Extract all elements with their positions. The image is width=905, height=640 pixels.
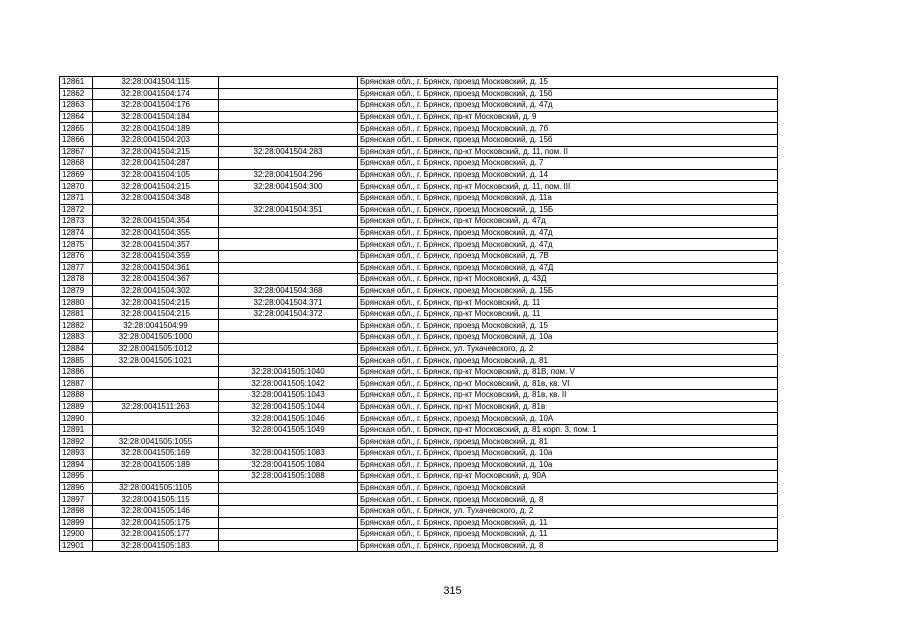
building-cadastral-cell [219,540,358,552]
row-number-cell: 12876 [60,250,93,262]
address-cell: Брянская обл., г. Брянск, пр-кт Московский, д. 43Д [358,274,778,286]
land-cadastral-cell: 32:28:0041505:115 [93,494,219,506]
row-number-cell: 12882 [60,320,93,332]
land-cadastral-cell: 32:28:0041504:203 [93,134,219,146]
row-number-cell: 12868 [60,158,93,170]
table-row [60,471,778,483]
table-row [60,239,778,251]
address-cell: Брянская обл., г. Брянск, проезд Московский, д. 8 [358,494,778,506]
land-cadastral-cell [93,366,219,378]
table-row [60,494,778,506]
table-row [60,88,778,100]
building-cadastral-cell: 32:28:0041504:371 [219,297,358,309]
table-row [60,459,778,471]
address-cell: Брянская обл., г. Брянск, проезд Московский, д. 7 [358,158,778,170]
land-cadastral-cell [93,424,219,436]
address-cell: Брянская обл., г. Брянск, пр-кт Московский, д. 11 [358,297,778,309]
row-number-cell: 12894 [60,459,93,471]
address-cell: Брянская обл., г. Брянск, проезд Московский, д. 7б [358,123,778,135]
table-row [60,378,778,390]
building-cadastral-cell: 32:28:0041505:1083 [219,448,358,460]
table-row [60,192,778,204]
building-cadastral-cell: 32:28:0041504:283 [219,146,358,158]
row-number-cell: 12881 [60,308,93,320]
land-cadastral-cell: 32:28:0041504:174 [93,88,219,100]
land-cadastral-cell: 32:28:0041504:361 [93,262,219,274]
building-cadastral-cell [219,227,358,239]
table-row [60,297,778,309]
land-cadastral-cell: 32:28:0041505:1021 [93,355,219,367]
row-number-cell: 12897 [60,494,93,506]
cadastral-table [59,76,778,552]
row-number-cell: 12861 [60,77,93,89]
row-number-cell: 12875 [60,239,93,251]
building-cadastral-cell: 32:28:0041504:368 [219,285,358,297]
address-cell: Брянская обл., г. Брянск, пр-кт Московский, д. 11, пом. III [358,181,778,193]
land-cadastral-cell: 32:28:0041504:115 [93,77,219,89]
building-cadastral-cell [219,320,358,332]
row-number-cell: 12885 [60,355,93,367]
address-cell: Брянская обл., г. Брянск, проезд Московский, д. 11а [358,192,778,204]
address-cell: Брянская обл., г. Брянск, проезд Московский, д. 15 [358,77,778,89]
building-cadastral-cell [219,482,358,494]
table-row [60,401,778,413]
building-cadastral-cell [219,239,358,251]
table-body [60,77,778,552]
row-number-cell: 12864 [60,111,93,123]
land-cadastral-cell [93,378,219,390]
address-cell: Брянская обл., г. Брянск, пр-кт Московский, д. 81в, кв. VI [358,378,778,390]
land-cadastral-cell [93,390,219,402]
building-cadastral-cell: 32:28:0041505:1044 [219,401,358,413]
row-number-cell: 12865 [60,123,93,135]
row-number-cell: 12898 [60,505,93,517]
land-cadastral-cell: 32:28:0041504:367 [93,274,219,286]
table-row [60,448,778,460]
row-number-cell: 12872 [60,204,93,216]
building-cadastral-cell [219,111,358,123]
table-row [60,169,778,181]
row-number-cell: 12862 [60,88,93,100]
building-cadastral-cell: 32:28:0041504:296 [219,169,358,181]
row-number-cell: 12892 [60,436,93,448]
row-number-cell: 12880 [60,297,93,309]
row-number-cell: 12891 [60,424,93,436]
land-cadastral-cell [93,413,219,425]
land-cadastral-cell: 32:28:0041505:175 [93,517,219,529]
address-cell: Брянская обл., г. Брянск, пр-кт Московский, д. 81в [358,401,778,413]
row-number-cell: 12874 [60,227,93,239]
land-cadastral-cell: 32:28:0041504:215 [93,146,219,158]
building-cadastral-cell [219,88,358,100]
table-row [60,181,778,193]
row-number-cell: 12879 [60,285,93,297]
address-cell: Брянская обл., г. Брянск, проезд Московский, д. 15Б [358,285,778,297]
row-number-cell: 12899 [60,517,93,529]
land-cadastral-cell: 32:28:0041505:1105 [93,482,219,494]
address-cell: Брянская обл., г. Брянск, проезд Московский, д. 47д [358,227,778,239]
row-number-cell: 12887 [60,378,93,390]
row-number-cell: 12889 [60,401,93,413]
land-cadastral-cell: 32:28:0041504:354 [93,216,219,228]
land-cadastral-cell [93,204,219,216]
land-cadastral-cell: 32:28:0041504:355 [93,227,219,239]
land-cadastral-cell: 32:28:0041505:1012 [93,343,219,355]
land-cadastral-cell: 32:28:0041504:105 [93,169,219,181]
address-cell: Брянская обл., г. Брянск, проезд Московский, д. 10а [358,448,778,460]
address-cell: Брянская обл., г. Брянск, проезд Московский, д. 47Д [358,262,778,274]
land-cadastral-cell: 32:28:0041504:176 [93,100,219,112]
building-cadastral-cell [219,355,358,367]
table-row [60,250,778,262]
table-row [60,262,778,274]
table-row [60,227,778,239]
table-row [60,529,778,541]
building-cadastral-cell [219,216,358,228]
building-cadastral-cell: 32:28:0041505:1046 [219,413,358,425]
address-cell: Брянская обл., г. Брянск, проезд Московский, д. 10а [358,459,778,471]
row-number-cell: 12863 [60,100,93,112]
row-number-cell: 12869 [60,169,93,181]
address-cell: Брянская обл., г. Брянск, проезд Московский, д. 81 [358,355,778,367]
table-row [60,366,778,378]
address-cell: Брянская обл., г. Брянск, пр-кт Московский, д. 81В, пом. V [358,366,778,378]
table-row [60,436,778,448]
table-row [60,343,778,355]
land-cadastral-cell: 32:28:0041504:302 [93,285,219,297]
table-row [60,505,778,517]
land-cadastral-cell: 32:28:0041505:183 [93,540,219,552]
land-cadastral-cell [93,471,219,483]
table-row [60,216,778,228]
table-row [60,100,778,112]
building-cadastral-cell [219,134,358,146]
table-row [60,413,778,425]
building-cadastral-cell [219,77,358,89]
land-cadastral-cell: 32:28:0041504:184 [93,111,219,123]
building-cadastral-cell: 32:28:0041504:300 [219,181,358,193]
building-cadastral-cell [219,262,358,274]
row-number-cell: 12866 [60,134,93,146]
building-cadastral-cell: 32:28:0041505:1040 [219,366,358,378]
table-row [60,540,778,552]
building-cadastral-cell: 32:28:0041504:372 [219,308,358,320]
building-cadastral-cell: 32:28:0041505:1049 [219,424,358,436]
building-cadastral-cell [219,343,358,355]
address-cell: Брянская обл., г. Брянск, пр-кт Московский, д. 81 корп. 3, пом. 1 [358,424,778,436]
row-number-cell: 12901 [60,540,93,552]
land-cadastral-cell: 32:28:0041511:263 [93,401,219,413]
building-cadastral-cell: 32:28:0041505:1084 [219,459,358,471]
address-cell: Брянская обл., г. Брянск, пр-кт Московский, д. 11, пом. II [358,146,778,158]
land-cadastral-cell: 32:28:0041505:146 [93,505,219,517]
land-cadastral-cell: 32:28:0041505:1055 [93,436,219,448]
address-cell: Брянская обл., г. Брянск, проезд Московский [358,482,778,494]
land-cadastral-cell: 32:28:0041504:215 [93,181,219,193]
building-cadastral-cell [219,436,358,448]
address-cell: Брянская обл., г. Брянск, пр-кт Московский, д. 81в, кв. II [358,390,778,402]
land-cadastral-cell: 32:28:0041505:1000 [93,332,219,344]
row-number-cell: 12895 [60,471,93,483]
land-cadastral-cell: 32:28:0041505:169 [93,448,219,460]
address-cell: Брянская обл., г. Брянск, проезд Московский, д. 8 [358,540,778,552]
row-number-cell: 12893 [60,448,93,460]
page-number: 315 [443,585,462,597]
address-cell: Брянская обл., г. Брянск, ул. Тухачевского, д. 2 [358,505,778,517]
row-number-cell: 12884 [60,343,93,355]
table-row [60,158,778,170]
table-row [60,285,778,297]
building-cadastral-cell [219,100,358,112]
row-number-cell: 12886 [60,366,93,378]
address-cell: Брянская обл., г. Брянск, пр-кт Московский, д. 47д [358,216,778,228]
address-cell: Брянская обл., г. Брянск, пр-кт Московский, д. 11 [358,308,778,320]
land-cadastral-cell: 32:28:0041504:287 [93,158,219,170]
building-cadastral-cell [219,529,358,541]
row-number-cell: 12871 [60,192,93,204]
address-cell: Брянская обл., г. Брянск, проезд Московский, д. 47д [358,239,778,251]
row-number-cell: 12867 [60,146,93,158]
land-cadastral-cell: 32:28:0041504:359 [93,250,219,262]
building-cadastral-cell [219,494,358,506]
table-row [60,355,778,367]
table-row [60,517,778,529]
row-number-cell: 12883 [60,332,93,344]
address-cell: Брянская обл., г. Брянск, пр-кт Московский, д. 90А [358,471,778,483]
row-number-cell: 12890 [60,413,93,425]
address-cell: Брянская обл., г. Брянск, проезд Московский, д. 81 [358,436,778,448]
land-cadastral-cell: 32:28:0041505:189 [93,459,219,471]
address-cell: Брянская обл., г. Брянск, проезд Московский, д. 11 [358,517,778,529]
building-cadastral-cell [219,192,358,204]
table-row [60,332,778,344]
row-number-cell: 12873 [60,216,93,228]
building-cadastral-cell [219,158,358,170]
address-cell: Брянская обл., г. Брянск, проезд Московский, д. 14 [358,169,778,181]
address-cell: Брянская обл., г. Брянск, проезд Московский, д. 15б [358,88,778,100]
table-row [60,308,778,320]
table-row [60,204,778,216]
table-row [60,77,778,89]
row-number-cell: 12878 [60,274,93,286]
address-cell: Брянская обл., г. Брянск, проезд Московский, д. 47д [358,100,778,112]
row-number-cell: 12896 [60,482,93,494]
address-cell: Брянская обл., г. Брянск, проезд Московский, д. 10А [358,413,778,425]
land-cadastral-cell: 32:28:0041504:215 [93,308,219,320]
table-row [60,111,778,123]
building-cadastral-cell [219,123,358,135]
row-number-cell: 12888 [60,390,93,402]
building-cadastral-cell [219,274,358,286]
building-cadastral-cell [219,332,358,344]
land-cadastral-cell: 32:28:0041504:348 [93,192,219,204]
address-cell: Брянская обл., г. Брянск, проезд Московский, д. 11 [358,529,778,541]
table-row [60,482,778,494]
land-cadastral-cell: 32:28:0041504:189 [93,123,219,135]
building-cadastral-cell [219,250,358,262]
land-cadastral-cell: 32:28:0041504:357 [93,239,219,251]
address-cell: Брянская обл., г. Брянск, проезд Московский, д. 15Б [358,204,778,216]
table-row [60,390,778,402]
address-cell: Брянская обл., г. Брянск, проезд Московский, д. 10а [358,332,778,344]
land-cadastral-cell: 32:28:0041504:99 [93,320,219,332]
building-cadastral-cell [219,505,358,517]
table-row [60,274,778,286]
row-number-cell: 12870 [60,181,93,193]
building-cadastral-cell: 32:28:0041505:1043 [219,390,358,402]
land-cadastral-cell: 32:28:0041504:215 [93,297,219,309]
building-cadastral-cell: 32:28:0041505:1088 [219,471,358,483]
address-cell: Брянская обл., г. Брянск, проезд Московский, д. 7В [358,250,778,262]
table-row [60,424,778,436]
address-cell: Брянская обл., г. Брянск, ул. Тухачевского, д. 2 [358,343,778,355]
address-cell: Брянская обл., г. Брянск, пр-кт Московский, д. 9 [358,111,778,123]
table-row [60,146,778,158]
address-cell: Брянская обл., г. Брянск, проезд Московский, д. 15б [358,134,778,146]
row-number-cell: 12877 [60,262,93,274]
row-number-cell: 12900 [60,529,93,541]
table-row [60,123,778,135]
table-row [60,320,778,332]
building-cadastral-cell: 32:28:0041504:351 [219,204,358,216]
address-cell: Брянская обл., г. Брянск, проезд Московский, д. 15 [358,320,778,332]
table-row [60,134,778,146]
building-cadastral-cell: 32:28:0041505:1042 [219,378,358,390]
building-cadastral-cell [219,517,358,529]
land-cadastral-cell: 32:28:0041505:177 [93,529,219,541]
